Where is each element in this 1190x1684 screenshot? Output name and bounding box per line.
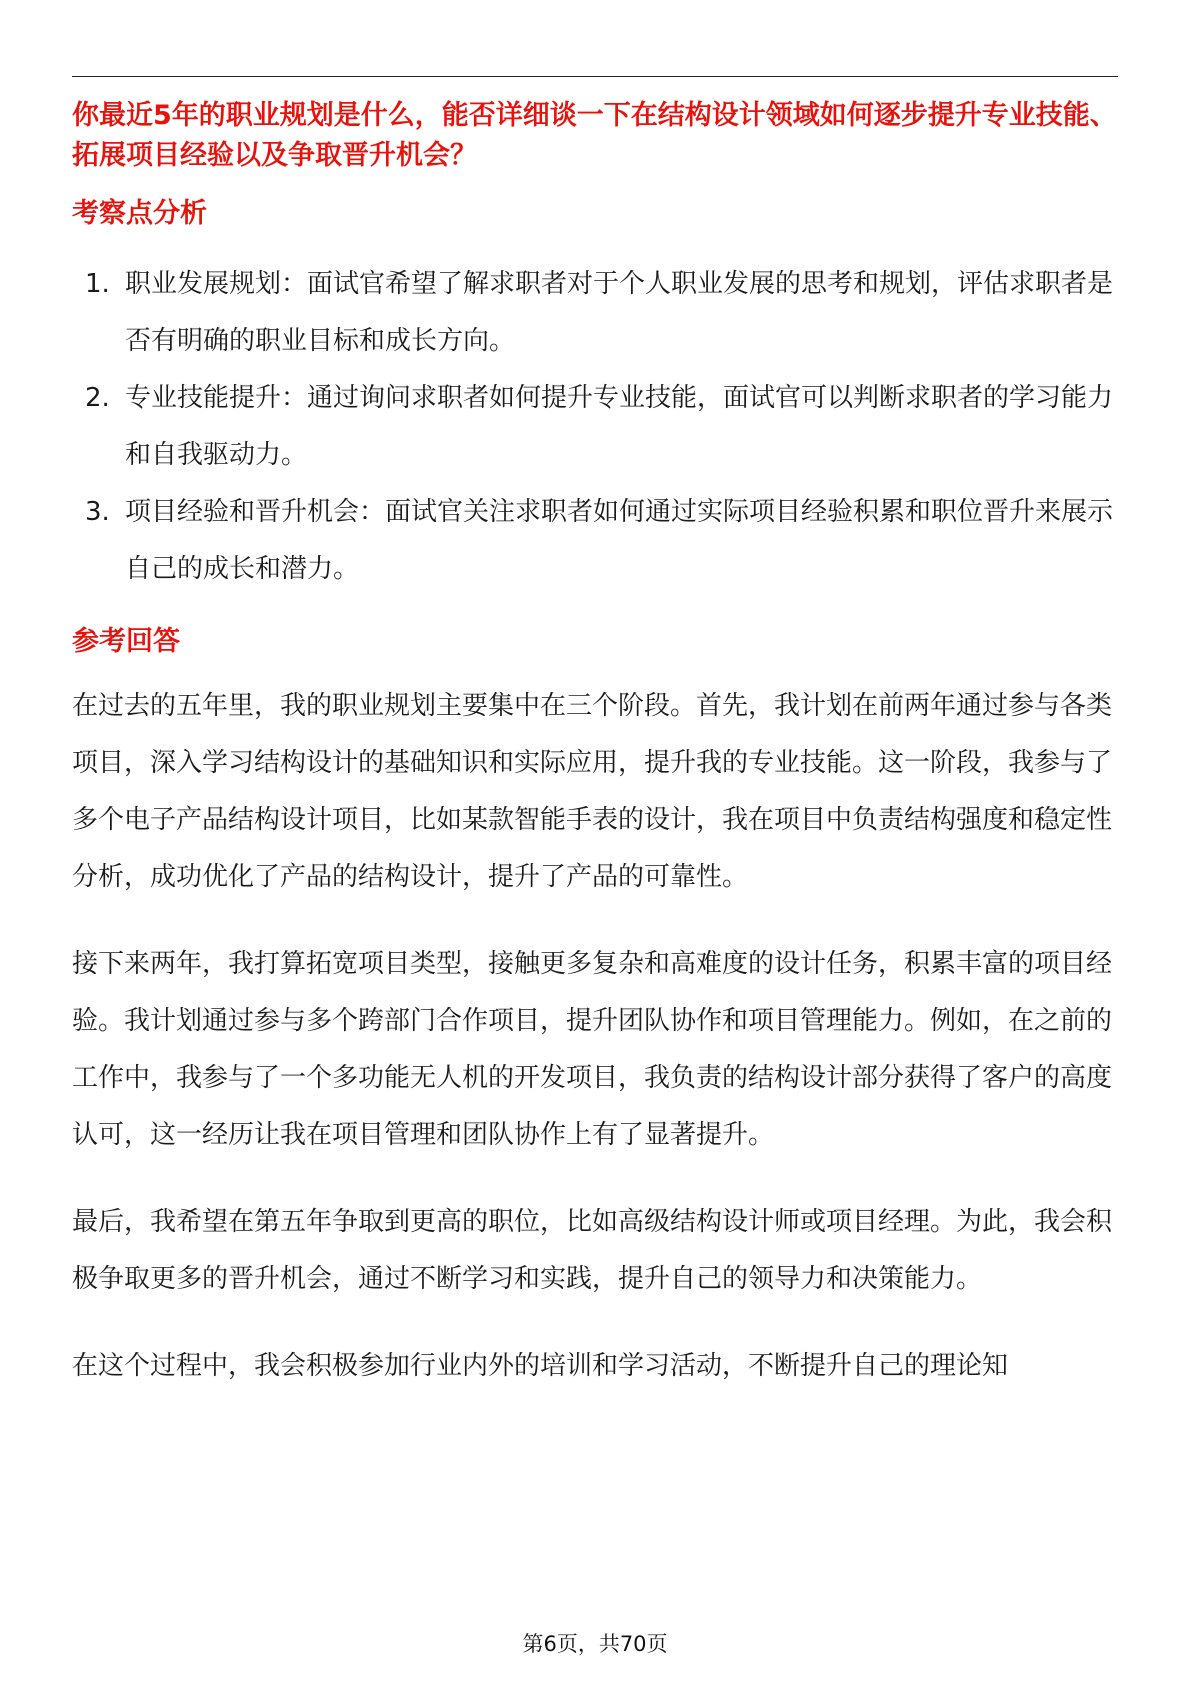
answer-paragraph: 最后，我希望在第五年争取到更高的职位，比如高级结构设计师或项目经理。为此，我会积极争取更多的晋升机会，通过不断学习和实践，提升自己的领导力和决策能力。 (72, 1207, 1113, 1294)
point-number: 2. (85, 383, 110, 413)
answer-paragraph: 接下来两年，我打算拓宽项目类型，接触更多复杂和高难度的设计任务，积累丰富的项目经验。我计划通过参与多个跨部门合作项目，提升团队协作和项目管理能力。例如，在之前的工作中，我参与了一个多功能无人机的开发项目，我负责的结构设计部分获得了客户的高度认可，这一经历让我在项目管理和团队协作上有了显著提升。 (72, 949, 1113, 1150)
header-divider (72, 76, 1118, 77)
point-text: 职业发展规划：面试官希望了解求职者对于个人职业发展的思考和规划，评估求职者是否有明确的职业目标和成长方向。 (125, 269, 1114, 356)
analysis-point (72, 370, 1122, 484)
question-heading: 你最近5年的职业规划是什么，能否详细谈一下在结构设计领域如何逐步提升专业技能、拓展项目经验以及争取晋升机会？ (72, 100, 1117, 171)
point-text: 项目经验和晋升机会：面试官关注求职者如何通过实际项目经验积累和职位晋升来展示自己的成长和潜力。 (125, 497, 1114, 584)
page-number-footer: 第6页，共70页 (522, 1632, 668, 1656)
analysis-points (72, 256, 1122, 598)
answer-body (72, 678, 1122, 1395)
analysis-title: 考察点分析 (72, 198, 207, 229)
page-content (72, 96, 1122, 1395)
point-number: 3. (85, 497, 110, 527)
analysis-point (72, 484, 1122, 598)
analysis-point (72, 256, 1122, 370)
point-number: 1. (85, 269, 110, 299)
point-text: 专业技能提升：通过询问求职者如何提升专业技能，面试官可以判断求职者的学习能力和自我驱动力。 (125, 383, 1114, 470)
answer-paragraph: 在过去的五年里，我的职业规划主要集中在三个阶段。首先，我计划在前两年通过参与各类项目，深入学习结构设计的基础知识和实际应用，提升我的专业技能。这一阶段，我参与了多个电子产品结构设计项目，比如某款智能手表的设计，我在项目中负责结构强度和稳定性分析，成功优化了产品的结构设计，提升了产品的可靠性。 (72, 691, 1113, 892)
answer-title: 参考回答 (72, 626, 180, 657)
answer-paragraph: 在这个过程中，我会积极参加行业内外的培训和学习活动，不断提升自己的理论知 (72, 1351, 1009, 1381)
